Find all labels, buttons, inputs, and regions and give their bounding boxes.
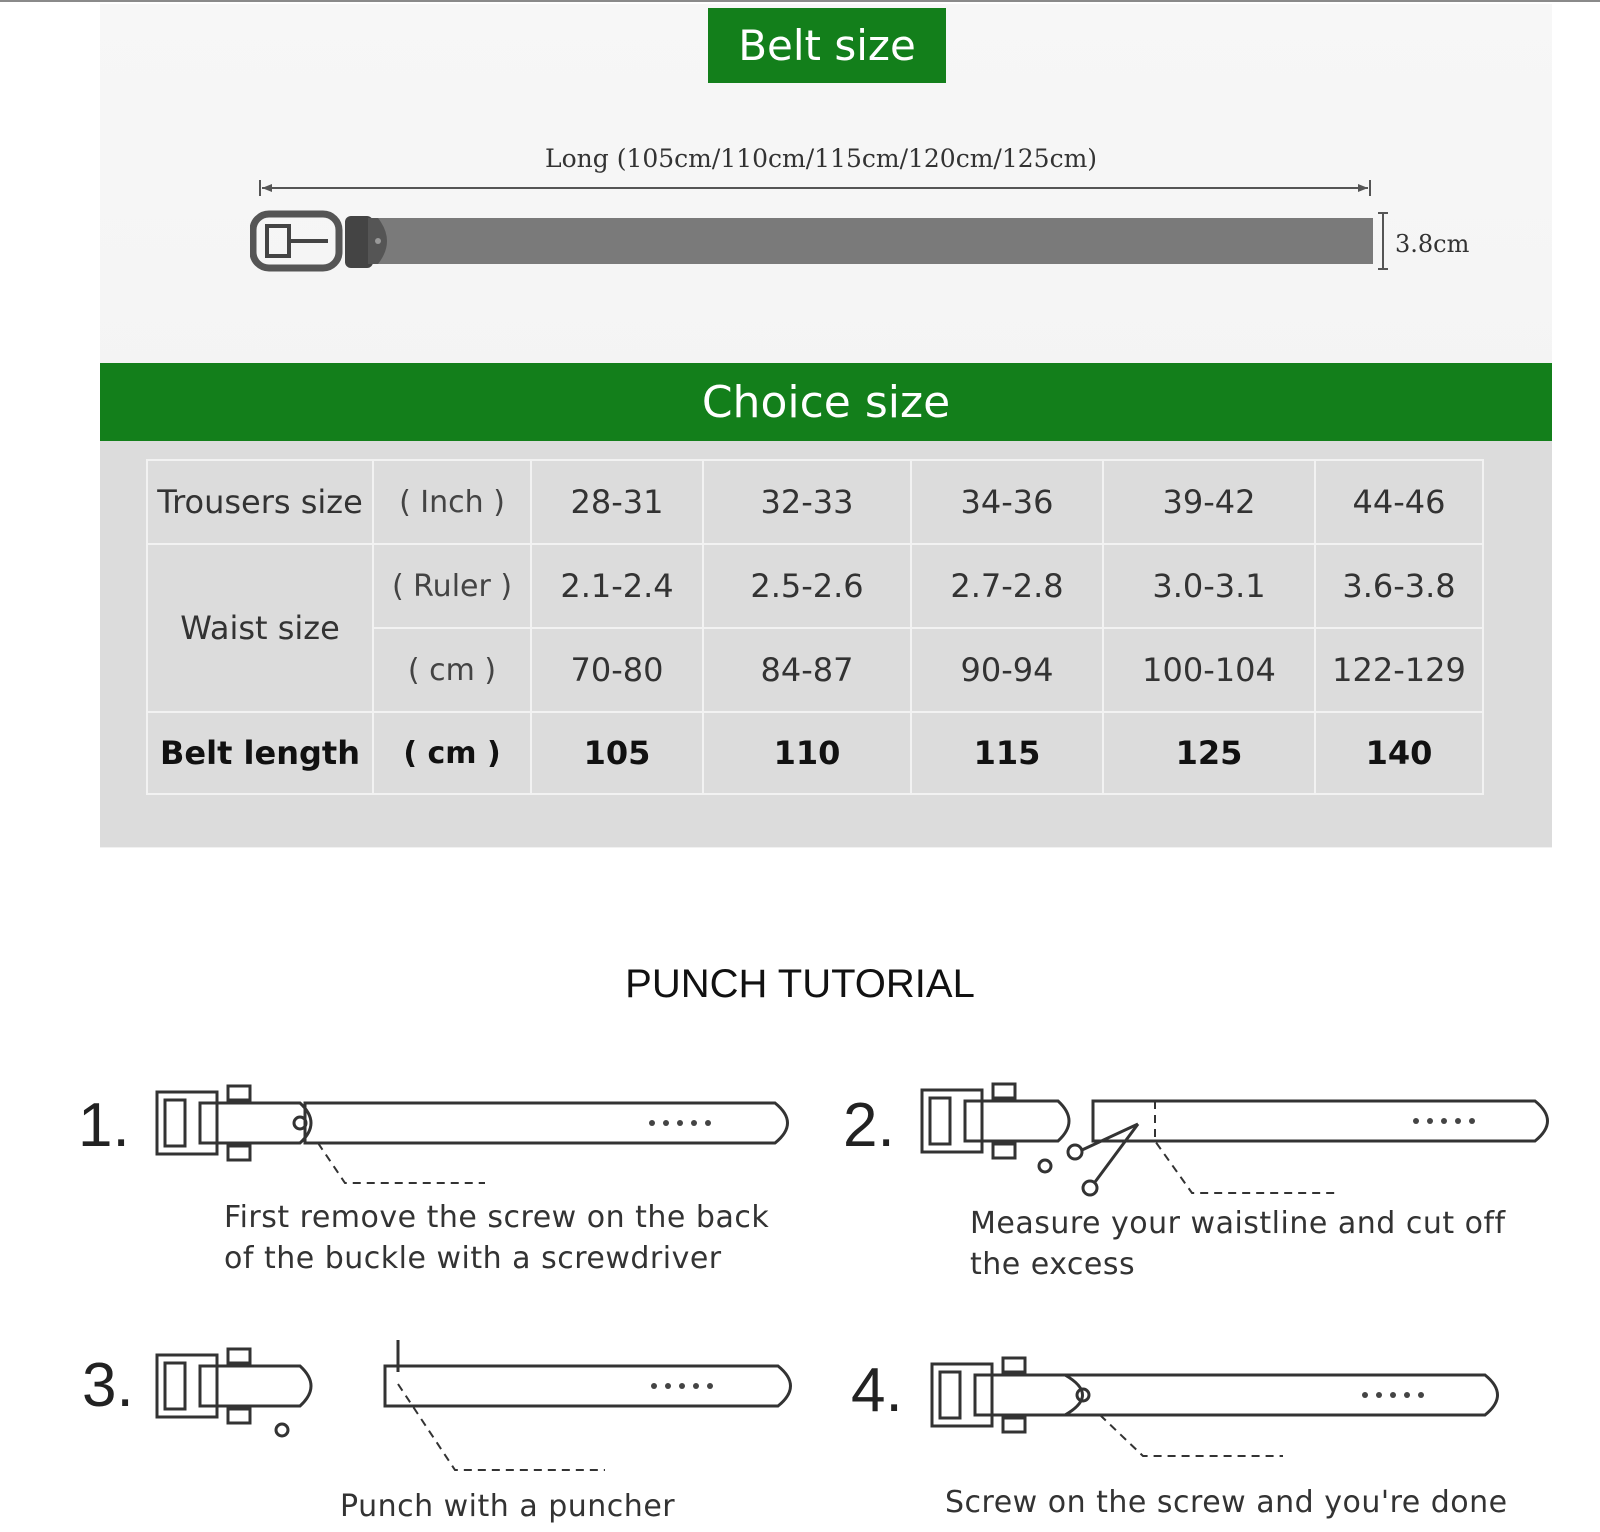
step-4-text (945, 1482, 1508, 1523)
step-3-text (340, 1486, 675, 1527)
row-label: Trousers size (147, 460, 373, 544)
punch-tutorial-title: PUNCH TUTORIAL (625, 962, 975, 1006)
table-cell: 44-46 (1315, 460, 1483, 544)
step-4-number: 4. (851, 1356, 903, 1425)
table-cell: 28-31 (531, 460, 703, 544)
step-1-number: 1. (78, 1091, 130, 1160)
step1-belt-drawing (157, 1086, 788, 1183)
table-cell: 110 (703, 712, 911, 794)
table-cell: 115 (911, 712, 1103, 794)
unit-cell: ( Ruler ) (373, 544, 531, 628)
step-2-line-2: the excess (970, 1247, 1136, 1282)
step4-belt-drawing (932, 1358, 1498, 1456)
step-1-line-2: of the buckle with a screwdriver (224, 1241, 722, 1276)
table-cell: 100-104 (1103, 628, 1315, 712)
step2-belt-drawing (922, 1084, 1548, 1195)
step3-belt-drawing (157, 1340, 791, 1470)
table-cell: 140 (1315, 712, 1483, 794)
table-cell: 2.5-2.6 (703, 544, 911, 628)
belt-size-title: Belt size (708, 8, 946, 83)
unit-cell: ( cm ) (373, 712, 531, 794)
table-cell: 34-36 (911, 460, 1103, 544)
table-cell: 84-87 (703, 628, 911, 712)
unit-cell: ( cm ) (373, 628, 531, 712)
step-2-line-1: Measure your waistline and cut off (970, 1206, 1506, 1241)
step-1-line-1: First remove the screw on the back (224, 1200, 770, 1235)
table-cell: 125 (1103, 712, 1315, 794)
table-cell: 2.7-2.8 (911, 544, 1103, 628)
step-2-text (970, 1203, 1506, 1285)
table-cell: 32-33 (703, 460, 911, 544)
table-cell: 105 (531, 712, 703, 794)
table-cell: 70-80 (531, 628, 703, 712)
step-2-number: 2. (843, 1091, 895, 1160)
choice-size-title: Choice size (100, 363, 1552, 441)
belt-width-label: 3.8cm (1395, 230, 1470, 258)
table-cell: 3.6-3.8 (1315, 544, 1483, 628)
step-3-line-1: Punch with a puncher (340, 1489, 676, 1524)
table-cell: 39-42 (1103, 460, 1315, 544)
step-4-line-1: Screw on the screw and you're done (945, 1485, 1508, 1520)
row-label: Waist size (147, 544, 373, 712)
table-cell: 122-129 (1315, 628, 1483, 712)
unit-cell: ( Inch ) (373, 460, 531, 544)
step-3-number: 3. (82, 1351, 134, 1420)
step-1-text (224, 1197, 769, 1279)
row-label: Belt length (147, 712, 373, 794)
table-cell: 3.0-3.1 (1103, 544, 1315, 628)
table-cell: 2.1-2.4 (531, 544, 703, 628)
belt-length-label: Long (105cm/110cm/115cm/120cm/125cm) (545, 144, 1098, 173)
table-cell: 90-94 (911, 628, 1103, 712)
